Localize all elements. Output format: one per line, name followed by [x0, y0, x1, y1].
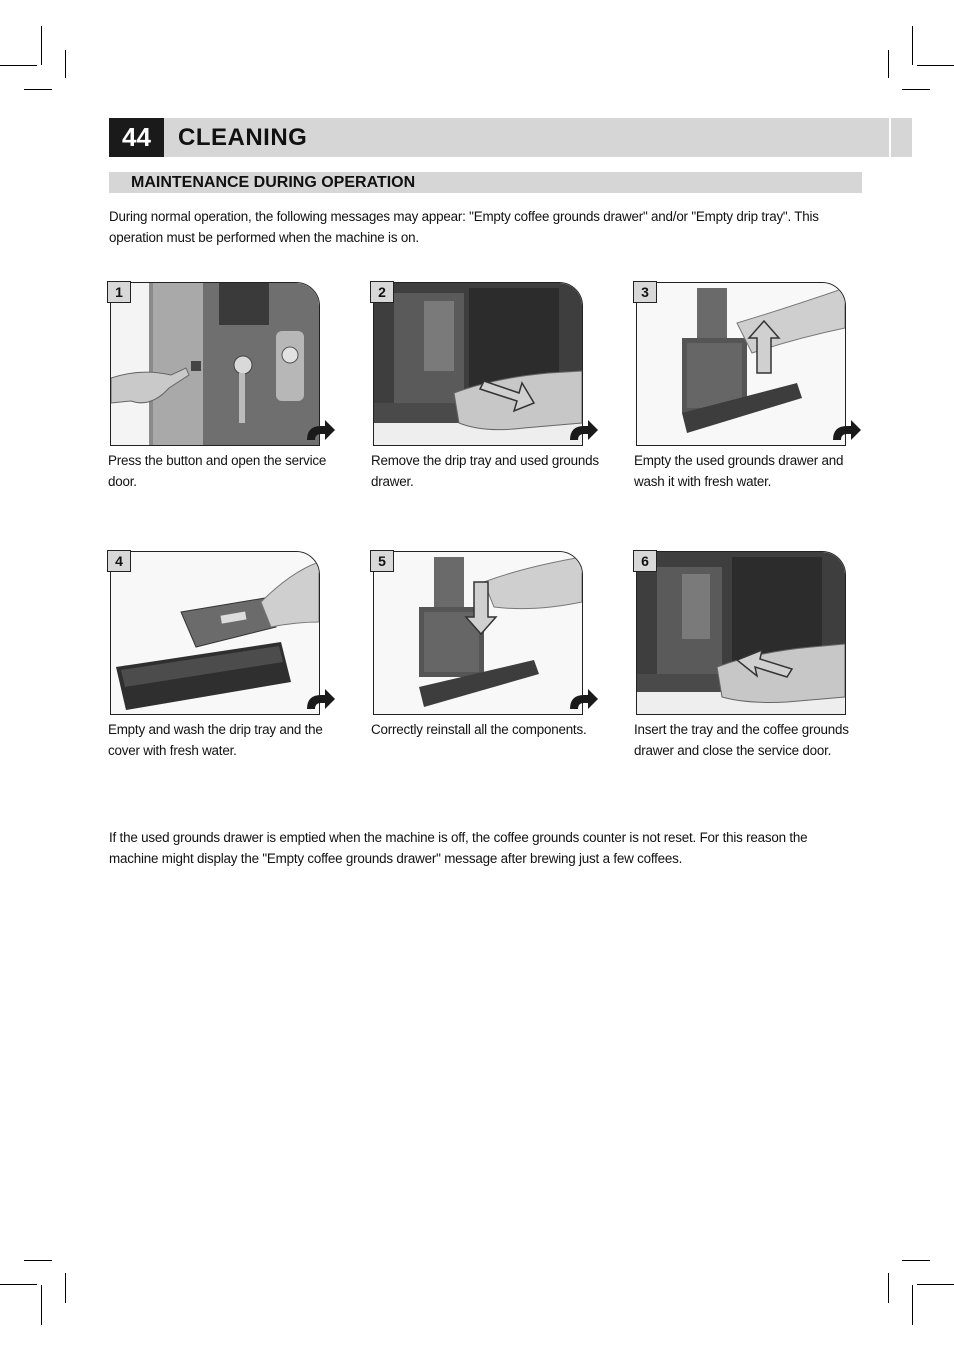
crop-mark	[41, 26, 42, 65]
section-title: MAINTENANCE DURING OPERATION	[131, 174, 416, 191]
step-number: 6	[633, 550, 657, 572]
insert-tray-photo	[636, 551, 846, 715]
next-step-arrow-icon	[568, 418, 600, 442]
crop-mark	[0, 1284, 37, 1285]
page-number: 44	[109, 118, 164, 157]
next-step-arrow-icon	[568, 687, 600, 711]
crop-mark	[0, 65, 37, 66]
intro-paragraph: During normal operation, the following messages may appear: "Empty coffee grounds drawer" and/or "Empty drip tray". This operation must be performed when the machine is on.	[109, 209, 819, 245]
crop-mark	[917, 65, 954, 66]
step-number: 5	[370, 550, 394, 572]
step-caption: Empty the used grounds drawer and wash it with fresh water.	[634, 453, 844, 489]
step-number: 2	[370, 281, 394, 303]
crop-mark	[24, 1260, 52, 1261]
step-caption: Correctly reinstall all the components.	[371, 722, 587, 737]
crop-mark	[65, 1273, 66, 1303]
next-step-arrow-icon	[305, 687, 337, 711]
step-number: 3	[633, 281, 657, 303]
lift-grounds-drawer-photo	[636, 282, 846, 446]
remove-drip-tray-photo	[373, 282, 583, 446]
crop-mark	[912, 1285, 913, 1325]
step-caption: Remove the drip tray and used grounds drawer.	[371, 453, 599, 489]
step-caption: Insert the tray and the coffee grounds drawer and close the service door.	[634, 722, 849, 758]
crop-mark	[902, 89, 930, 90]
open-service-door-photo	[110, 282, 320, 446]
crop-mark	[902, 1260, 930, 1261]
crop-mark	[888, 1273, 889, 1303]
reinstall-components-photo	[373, 551, 583, 715]
wash-drip-tray-photo	[110, 551, 320, 715]
crop-mark	[917, 1284, 954, 1285]
step-number: 4	[107, 550, 131, 572]
header-bar-tail	[891, 118, 912, 157]
step-caption: Press the button and open the service door.	[108, 453, 327, 489]
step-caption: Empty and wash the drip tray and the cover with fresh water.	[108, 722, 323, 758]
page-title: CLEANING	[178, 124, 308, 151]
note-paragraph: If the used grounds drawer is emptied when the machine is off, the coffee grounds counter is not reset. For this reason the machine might display the "Empty coffee grounds drawer" message after brewing just a few coffees.	[109, 830, 808, 866]
crop-mark	[41, 1285, 42, 1325]
step-number: 1	[107, 281, 131, 303]
next-step-arrow-icon	[305, 418, 337, 442]
crop-mark	[888, 50, 889, 78]
crop-mark	[24, 89, 52, 90]
next-step-arrow-icon	[831, 418, 863, 442]
crop-mark	[65, 50, 66, 78]
crop-mark	[912, 26, 913, 65]
